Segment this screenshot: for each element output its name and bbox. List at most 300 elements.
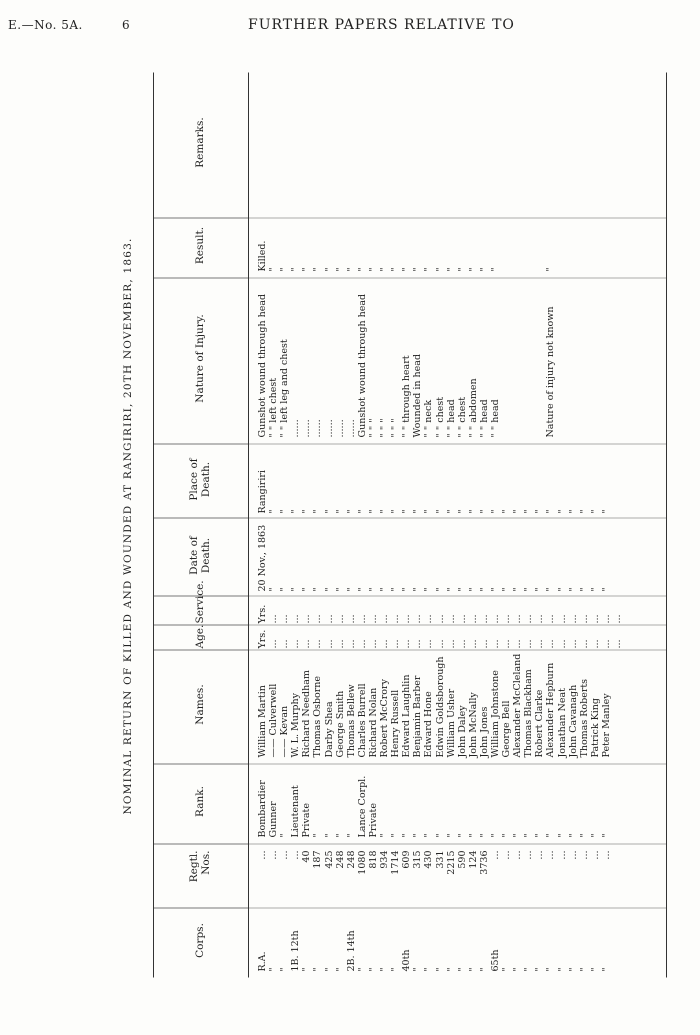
table-cell-corps: "	[567, 967, 579, 972]
table-cell-regtl: 2215	[445, 850, 457, 875]
table-cell-regtl: 315	[412, 850, 424, 869]
table-cell-age: ...	[356, 639, 368, 649]
table-cell-service: ...	[367, 614, 379, 624]
table-cell-regtl: 1714	[390, 850, 402, 875]
table-cell-place: "	[567, 509, 579, 514]
table-cell-result: "	[423, 267, 435, 272]
table-cell-corps: "	[334, 967, 346, 972]
table-cell-injury: " " left leg and chest	[279, 339, 291, 438]
table-cell-corps: "	[512, 967, 524, 972]
table-cell-regtl: ...	[556, 850, 568, 860]
table-cell-regtl: ...	[578, 850, 590, 860]
table-cell-corps: "	[412, 967, 424, 972]
table-cell-corps: "	[578, 967, 590, 972]
table-cell-regtl: ...	[489, 850, 501, 860]
table-cell-age: ...	[612, 639, 623, 649]
date-of-death-column	[249, 518, 667, 596]
table-cell-injury: Nature of injury not known	[545, 306, 557, 438]
table-cell-corps: "	[312, 967, 324, 972]
table-cell-regtl: ...	[279, 850, 291, 860]
table-cell-age: ...	[456, 639, 468, 649]
table-cell-injury: " " "	[379, 418, 391, 438]
table-cell-date: "	[578, 587, 590, 592]
table-cell-result: "	[290, 267, 302, 272]
table-cell-service: ...	[290, 614, 302, 624]
table-cell-corps: "	[600, 967, 612, 972]
remarks-column	[249, 73, 667, 219]
table-cell-service: ...	[612, 614, 623, 624]
table-cell-remarks	[490, 74, 501, 212]
table-cell-remarks	[401, 74, 412, 212]
table-cell-remarks	[368, 74, 379, 212]
table-cell-regtl: 425	[323, 850, 335, 869]
table-cell-service: ...	[523, 614, 535, 624]
rank-column	[249, 764, 667, 844]
table-cell-regtl: 248	[334, 850, 346, 869]
table-cell-result: "	[334, 267, 346, 272]
table-cell-age: ...	[423, 639, 435, 649]
table-cell-place: "	[379, 509, 391, 514]
table-cell-place: "	[600, 509, 612, 514]
table-cell-service: ...	[578, 614, 590, 624]
table-cell-regtl: ...	[567, 850, 579, 860]
table-cell-place: "	[268, 509, 280, 514]
table-cell-remarks	[545, 74, 556, 212]
table-cell-corps: "	[279, 967, 291, 972]
table-cell-rank: "	[445, 833, 457, 838]
table-cell-rank: Gunner	[268, 801, 280, 838]
table-cell-remarks	[335, 74, 346, 212]
table-cell-name: —— Culverwell	[268, 683, 280, 758]
table-cell-regtl: ...	[523, 850, 535, 860]
table-cell-place: "	[412, 509, 424, 514]
table-cell-name: Thomas Bellew	[345, 684, 357, 758]
table-cell-result	[512, 220, 523, 272]
table-cell-service: ...	[478, 614, 490, 624]
table-cell-rank: "	[334, 833, 346, 838]
table-cell-place: "	[279, 509, 291, 514]
table-cell-name: William Martin	[257, 685, 268, 758]
table-cell-place: "	[589, 509, 601, 514]
table-cell-regtl: 124	[467, 850, 479, 869]
table-cell-name: John Cavanagh	[567, 684, 579, 758]
table-cell-result: "	[279, 267, 291, 272]
table-cell-rank: "	[567, 833, 579, 838]
table-cell-corps: "	[534, 967, 546, 972]
table-cell-regtl: ...	[290, 850, 302, 860]
table-cell-age: ...	[489, 639, 501, 649]
table-cell-injury	[579, 280, 590, 438]
table-cell-age: ...	[445, 639, 457, 649]
table-cell-name: Richard Needham	[301, 670, 313, 758]
table-body-row	[249, 73, 667, 978]
table-cell-remarks	[290, 74, 301, 212]
table-cell-corps: "	[434, 967, 446, 972]
place-of-death-column	[249, 444, 667, 518]
table-cell-name: Jonathan Neat	[556, 688, 568, 758]
table-cell-service: ...	[512, 614, 524, 624]
table-cell-result: "	[434, 267, 446, 272]
table-cell-date: "	[334, 587, 346, 592]
table-cell-injury: " " left chest	[268, 377, 280, 438]
table-cell-place: "	[556, 509, 568, 514]
table-cell-service: ...	[467, 614, 479, 624]
table-cell-name: Patrick King	[589, 698, 601, 758]
table-cell-service: ...	[334, 614, 346, 624]
table-cell-remarks	[590, 74, 601, 212]
table-cell-date: "	[556, 587, 568, 592]
table-cell-date: "	[323, 587, 335, 592]
table-cell-place: "	[323, 509, 335, 514]
table-cell-name: John Jones	[478, 706, 490, 758]
table-cell-rank: "	[556, 833, 568, 838]
table-cell-result	[501, 220, 512, 272]
table-cell-remarks	[390, 74, 401, 212]
table-cell-age: ...	[412, 639, 424, 649]
table-cell-rank: Lieutenant	[290, 785, 302, 838]
table-cell-regtl: 818	[367, 850, 379, 869]
table-cell-name: Edwin Goldsborough	[434, 656, 446, 758]
table-cell-regtl: 331	[434, 850, 446, 869]
document-reference: E.—No. 5A.	[8, 18, 83, 32]
table-cell-result	[523, 220, 534, 272]
table-cell-corps: "	[268, 967, 280, 972]
table-cell-age: ...	[367, 639, 379, 649]
table-cell-regtl: ...	[600, 850, 612, 860]
table-cell-rank: "	[467, 833, 479, 838]
table-cell-injury: " " abdomen	[467, 378, 479, 438]
table-cell-name: —— Kevan	[279, 705, 291, 758]
table-cell-name: Peter Manley	[600, 693, 612, 758]
table-cell-service: ...	[589, 614, 601, 624]
table-cell-result	[601, 220, 612, 272]
table-cell-name: Edward Laughlin	[401, 674, 413, 758]
table-cell-rank: "	[600, 833, 612, 838]
table-cell-corps: "	[456, 967, 468, 972]
table-cell-name: Benjamin Barber	[412, 675, 424, 758]
table-cell-date: 20 Nov., 1863	[257, 524, 268, 592]
table-cell-remarks	[501, 74, 512, 212]
column-header-service: Service.	[154, 596, 249, 625]
table-cell-rank: "	[501, 833, 513, 838]
table-cell-corps: "	[478, 967, 490, 972]
table-cell-rank: "	[312, 833, 324, 838]
table-cell-age: ...	[334, 639, 346, 649]
names-column	[249, 650, 667, 764]
table-cell-age: ...	[390, 639, 402, 649]
age-column	[249, 625, 667, 650]
table-cell-name: Robert McCrory	[379, 679, 391, 758]
table-cell-remarks	[346, 74, 357, 212]
table-cell-age: ...	[301, 639, 313, 649]
table-cell-place: "	[290, 509, 302, 514]
table-cell-rank: "	[578, 833, 590, 838]
table-cell-rank: "	[489, 833, 501, 838]
table-cell-name: Henry Russell	[390, 689, 402, 758]
service-unit-label: Yrs.	[257, 604, 268, 624]
table-cell-corps: 1B. 12th	[290, 930, 302, 972]
table-cell-date: "	[367, 587, 379, 592]
table-cell-regtl: 248	[345, 850, 357, 869]
table-cell-corps: "	[545, 967, 557, 972]
table-cell-result: "	[467, 267, 479, 272]
table-cell-service: ...	[401, 614, 413, 624]
table-cell-corps: "	[379, 967, 391, 972]
table-cell-date: "	[290, 587, 302, 592]
table-cell-injury	[557, 280, 568, 438]
table-cell-place: "	[534, 509, 546, 514]
table-cell-service: ...	[268, 614, 280, 624]
table-cell-regtl: ...	[512, 850, 524, 860]
table-cell-remarks	[324, 74, 335, 212]
table-cell-name: Richard Nolan	[367, 687, 379, 758]
table-cell-corps: "	[323, 967, 335, 972]
table-cell-place: "	[489, 509, 501, 514]
table-cell-age: ...	[589, 639, 601, 649]
column-header-names: Names.	[154, 650, 249, 764]
table-cell-result: "	[379, 267, 391, 272]
table-cell-date: "	[345, 587, 357, 592]
table-cell-date: "	[545, 587, 557, 592]
table-cell-place: "	[445, 509, 457, 514]
table-cell-result: "	[545, 267, 557, 272]
table-cell-injury: " " head	[478, 399, 490, 438]
table-cell-age: ...	[512, 639, 524, 649]
corps-column	[249, 908, 667, 978]
table-cell-injury: Wounded in head	[412, 353, 424, 438]
table-cell-result: "	[456, 267, 468, 272]
table-cell-rank: "	[279, 833, 291, 838]
table-cell-regtl: 3736	[478, 850, 490, 875]
table-cell-regtl: 1080	[356, 850, 368, 875]
table-cell-corps: "	[589, 967, 601, 972]
column-header-corps: Corps.	[154, 908, 249, 978]
table-cell-service: ...	[323, 614, 335, 624]
table-cell-corps: "	[501, 967, 513, 972]
table-cell-name: Thomas Osborne	[312, 676, 324, 758]
table-cell-age: ...	[534, 639, 546, 649]
table-cell-name: Edward Hone	[423, 691, 435, 758]
regtl-nos-column	[249, 844, 667, 908]
service-column	[249, 596, 667, 625]
table-cell-injury: " " through heart	[401, 355, 413, 438]
table-cell-injury	[601, 280, 612, 438]
age-unit-label: Yrs.	[257, 629, 268, 649]
table-cell-name: Charles Burrell	[356, 683, 368, 758]
table-cell-place: "	[334, 509, 346, 514]
table-cell-result: "	[301, 267, 313, 272]
table-cell-injury: ......	[345, 419, 357, 438]
table-cell-rank: Private	[367, 803, 379, 838]
table-cell-age: ...	[345, 639, 357, 649]
table-cell-result	[590, 220, 601, 272]
table-cell-injury	[568, 280, 579, 438]
table-cell-rank: "	[379, 833, 391, 838]
table-cell-corps: "	[367, 967, 379, 972]
table-cell-age: ...	[600, 639, 612, 649]
table-cell-rank: "	[512, 833, 524, 838]
table-cell-remarks	[268, 74, 279, 212]
table-cell-date: "	[489, 587, 501, 592]
table-cell-remarks	[601, 74, 612, 212]
column-header-remarks: Remarks.	[154, 73, 249, 219]
table-cell-result: "	[390, 267, 402, 272]
table-cell-place: "	[578, 509, 590, 514]
table-cell-name: George Bell	[501, 700, 513, 758]
table-cell-age: ...	[478, 639, 490, 649]
table-cell-remarks	[568, 74, 579, 212]
table-cell-result: "	[356, 267, 368, 272]
table-cell-injury	[534, 280, 545, 438]
table-cell-injury: Gunshot wound through head	[356, 293, 368, 438]
table-cell-result: "	[268, 267, 280, 272]
table-header-row	[154, 73, 249, 978]
table-cell-date: "	[390, 587, 402, 592]
nature-of-injury-column	[249, 278, 667, 444]
table-cell-service: ...	[445, 614, 457, 624]
table-cell-rank: Bombardier	[257, 780, 268, 838]
table-cell-place: "	[512, 509, 524, 514]
table-cell-result: Killed.	[257, 240, 268, 272]
table-cell-injury	[501, 280, 512, 438]
column-header-date-of-death: Date of Death.	[154, 518, 249, 596]
table-cell-injury	[512, 280, 523, 438]
table-cell-rank: Private	[301, 803, 313, 838]
table-cell-remarks	[479, 74, 490, 212]
table-cell-corps: "	[556, 967, 568, 972]
table-cell-service: ...	[356, 614, 368, 624]
table-cell-age: ...	[401, 639, 413, 649]
table-cell-injury: ......	[334, 419, 346, 438]
table-cell-service: ...	[534, 614, 546, 624]
table-cell-date: "	[279, 587, 291, 592]
table-cell-date: "	[445, 587, 457, 592]
table-cell-remarks	[357, 74, 368, 212]
table-cell-age: ...	[379, 639, 391, 649]
table-cell-regtl: 430	[423, 850, 435, 869]
table-cell-place: "	[367, 509, 379, 514]
table-cell-place: "	[467, 509, 479, 514]
table-cell-age: ...	[279, 639, 291, 649]
table-cell-result: "	[412, 267, 424, 272]
table-cell-remarks	[435, 74, 446, 212]
table-cell-rank: "	[434, 833, 446, 838]
table-cell-age: ...	[578, 639, 590, 649]
table-cell-rank: "	[401, 833, 413, 838]
table-cell-remarks	[257, 74, 268, 212]
table-cell-age: ...	[467, 639, 479, 649]
table-cell-date: "	[501, 587, 513, 592]
table-cell-date: "	[301, 587, 313, 592]
table-cell-date: "	[478, 587, 490, 592]
table-cell-rank: "	[345, 833, 357, 838]
table-cell-age: ...	[556, 639, 568, 649]
table-cell-result: "	[489, 267, 501, 272]
table-cell-name: William Johnstone	[489, 670, 501, 758]
table-cell-service: ...	[545, 614, 557, 624]
table-cell-remarks	[523, 74, 534, 212]
table-cell-regtl: 590	[456, 850, 468, 869]
table-cell-name: W. L. Murphy	[290, 693, 302, 758]
table-cell-injury: Gunshot wound through head	[257, 293, 268, 438]
table-cell-injury	[590, 280, 601, 438]
table-cell-corps: "	[467, 967, 479, 972]
table-cell-injury	[523, 280, 534, 438]
table-cell-corps: "	[445, 967, 457, 972]
table-cell-name: Darby Shea	[323, 701, 335, 758]
table-cell-remarks	[412, 74, 423, 212]
table-cell-injury: ......	[301, 419, 313, 438]
running-title: FURTHER PAPERS RELATIVE TO	[248, 17, 515, 33]
table-cell-service: ...	[423, 614, 435, 624]
table-cell-place: "	[401, 509, 413, 514]
table-cell-rank: "	[523, 833, 535, 838]
table-cell-result	[534, 220, 545, 272]
table-cell-corps: 65th	[489, 949, 501, 972]
table-cell-result: "	[323, 267, 335, 272]
table-cell-name: Robert Clarke	[534, 689, 546, 758]
table-cell-place: "	[301, 509, 313, 514]
table-cell-injury: " " head	[445, 399, 457, 438]
table-cell-rank: "	[589, 833, 601, 838]
table-cell-result	[579, 220, 590, 272]
table-cell-rank: "	[412, 833, 424, 838]
table-cell-rank: "	[390, 833, 402, 838]
table-cell-date: "	[567, 587, 579, 592]
table-cell-service: ...	[434, 614, 446, 624]
table-cell-name: Thomas Roberts	[578, 678, 590, 758]
table-cell-rank: "	[456, 833, 468, 838]
table-cell-injury: ......	[312, 419, 324, 438]
table-cell-service: ...	[600, 614, 612, 624]
table-cell-place: "	[434, 509, 446, 514]
table-title: NOMINAL RETURN OF KILLED AND WOUNDED AT RANGIRIRI, 20TH NOVEMBER, 1863.	[122, 237, 134, 815]
table-cell-date: "	[423, 587, 435, 592]
table-cell-injury: " " chest	[456, 396, 468, 438]
table-cell-place: "	[523, 509, 535, 514]
table-cell-result: "	[312, 267, 324, 272]
table-cell-date: "	[356, 587, 368, 592]
table-cell-corps: "	[423, 967, 435, 972]
table-cell-service: ...	[345, 614, 357, 624]
table-cell-age: ...	[545, 639, 557, 649]
table-cell-service: ...	[489, 614, 501, 624]
table-cell-date: "	[600, 587, 612, 592]
table-cell-date: "	[456, 587, 468, 592]
table-cell-corps: 2B. 14th	[345, 930, 357, 972]
table-cell-place: "	[356, 509, 368, 514]
table-cell-regtl: ...	[545, 850, 557, 860]
column-header-regtl-nos: Regtl. Nos.	[154, 844, 249, 908]
table-cell-corps: "	[356, 967, 368, 972]
table-cell-injury: " " head	[489, 399, 501, 438]
table-cell-date: "	[312, 587, 324, 592]
table-cell-injury: " " "	[367, 418, 379, 438]
table-cell-place: "	[312, 509, 324, 514]
result-column	[249, 218, 667, 278]
table-cell-injury: " " chest	[434, 396, 446, 438]
table-cell-date: "	[379, 587, 391, 592]
table-cell-remarks	[534, 74, 545, 212]
table-cell-remarks	[312, 74, 323, 212]
table-cell-result	[557, 220, 568, 272]
table-cell-date: "	[467, 587, 479, 592]
table-cell-rank: Lance Corpl.	[356, 775, 368, 838]
table-cell-place: "	[390, 509, 402, 514]
table-cell-age: ...	[323, 639, 335, 649]
table-cell-service: ...	[456, 614, 468, 624]
table-cell-injury: " " neck	[423, 399, 435, 438]
